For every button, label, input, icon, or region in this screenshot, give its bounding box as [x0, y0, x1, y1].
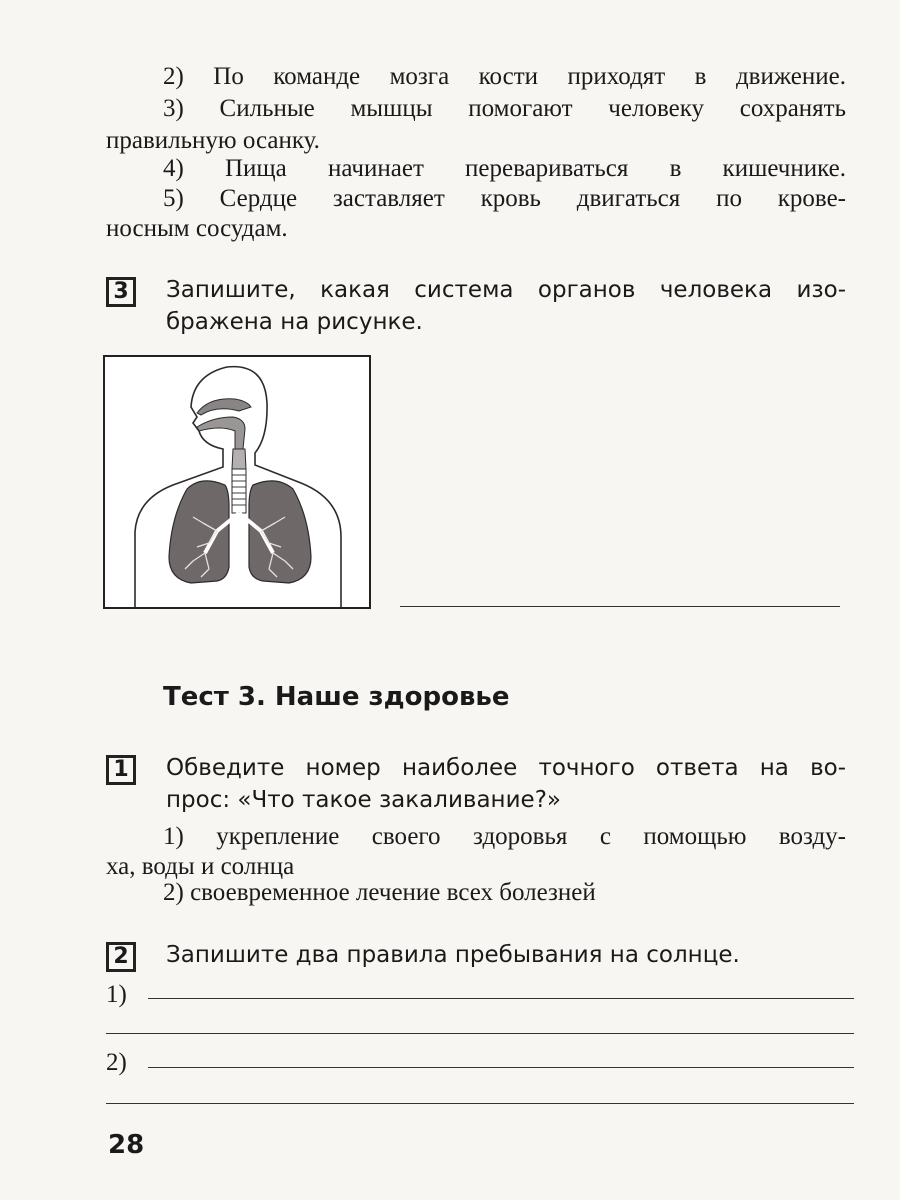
- test-task-1-text-line1: Обведите номер наиболее точного ответа на во-: [166, 755, 846, 781]
- test-task-1: [106, 753, 846, 815]
- task-3-text-line2: бражена на рисунке.: [166, 309, 423, 335]
- answer-line-task-3[interactable]: [400, 606, 840, 607]
- task-number-box: 2: [106, 942, 136, 972]
- answer-option-5-continued: носным сосудам.: [106, 215, 288, 242]
- task-number-box: 1: [106, 755, 136, 785]
- answer-line-1b[interactable]: [106, 1033, 854, 1034]
- task-3: [106, 275, 846, 337]
- answer-label-2: 2): [106, 1049, 127, 1076]
- test-task-1-option-2[interactable]: 2) своевременное лечение всех болезней: [163, 879, 596, 906]
- test-task-2: [106, 940, 846, 974]
- answer-option-3: 3) Сильные мышцы помогают человеку сохранять: [163, 95, 846, 122]
- task-number-box: 3: [106, 277, 136, 307]
- answer-label-1: 1): [106, 981, 127, 1008]
- respiratory-system-drawing: [105, 357, 369, 607]
- test-title: Тест 3. Наше здоровье: [163, 682, 510, 712]
- answer-option-3-continued: правильную осанку.: [106, 127, 320, 154]
- answer-line-2[interactable]: [148, 1067, 854, 1068]
- test-task-1-text-line2: прос: «Что такое закаливание?»: [166, 787, 561, 813]
- answer-option-2: 2) По команде мозга кости приходят в движение.: [163, 63, 846, 90]
- task-3-text-line1: Запишите, какая система органов человека изо-: [166, 277, 846, 303]
- test-task-1-option-1[interactable]: 1) укрепление своего здоровья с помощью возду-: [163, 823, 846, 850]
- answer-option-5: 5) Сердце заставляет кровь двигаться по крове-: [163, 185, 846, 212]
- answer-option-4: 4) Пища начинает перевариваться в кишечнике.: [163, 155, 846, 182]
- respiratory-system-illustration: [103, 355, 371, 609]
- page-number: 28: [108, 1130, 145, 1160]
- answer-line-1[interactable]: [148, 998, 854, 999]
- test-task-2-text: Запишите два правила пребывания на солнце.: [166, 942, 740, 968]
- test-task-1-option-1-continued: ха, воды и солнца: [106, 853, 295, 880]
- answer-line-2b[interactable]: [106, 1103, 854, 1104]
